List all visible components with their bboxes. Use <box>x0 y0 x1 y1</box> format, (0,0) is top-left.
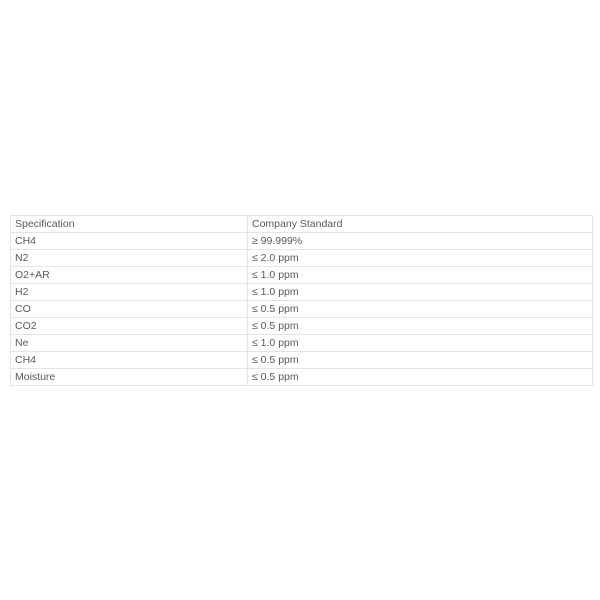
spec-cell: H2 <box>11 284 248 301</box>
column-header-specification: Specification <box>11 216 248 233</box>
spec-cell: CO2 <box>11 318 248 335</box>
table-row <box>11 233 593 250</box>
standard-cell: ≤ 0.5 ppm <box>248 352 593 369</box>
standard-cell: ≤ 1.0 ppm <box>248 267 593 284</box>
table-row <box>11 335 593 352</box>
column-header-company-standard: Company Standard <box>248 216 593 233</box>
table-row <box>11 301 593 318</box>
table-row <box>11 352 593 369</box>
standard-cell: ≤ 1.0 ppm <box>248 335 593 352</box>
table-row <box>11 267 593 284</box>
standard-cell: ≤ 0.5 ppm <box>248 301 593 318</box>
specification-table <box>10 215 593 386</box>
spec-cell: Moisture <box>11 369 248 386</box>
spec-cell: Ne <box>11 335 248 352</box>
table-row <box>11 318 593 335</box>
table-row <box>11 250 593 267</box>
spec-cell: CO <box>11 301 248 318</box>
spec-cell: O2+AR <box>11 267 248 284</box>
table-row <box>11 284 593 301</box>
standard-cell: ≤ 0.5 ppm <box>248 369 593 386</box>
standard-cell: ≤ 0.5 ppm <box>248 318 593 335</box>
spec-cell: N2 <box>11 250 248 267</box>
spec-cell: CH4 <box>11 233 248 250</box>
standard-cell: ≥ 99.999% <box>248 233 593 250</box>
spec-cell: CH4 <box>11 352 248 369</box>
table-header-row <box>11 216 593 233</box>
table-row <box>11 369 593 386</box>
standard-cell: ≤ 1.0 ppm <box>248 284 593 301</box>
standard-cell: ≤ 2.0 ppm <box>248 250 593 267</box>
